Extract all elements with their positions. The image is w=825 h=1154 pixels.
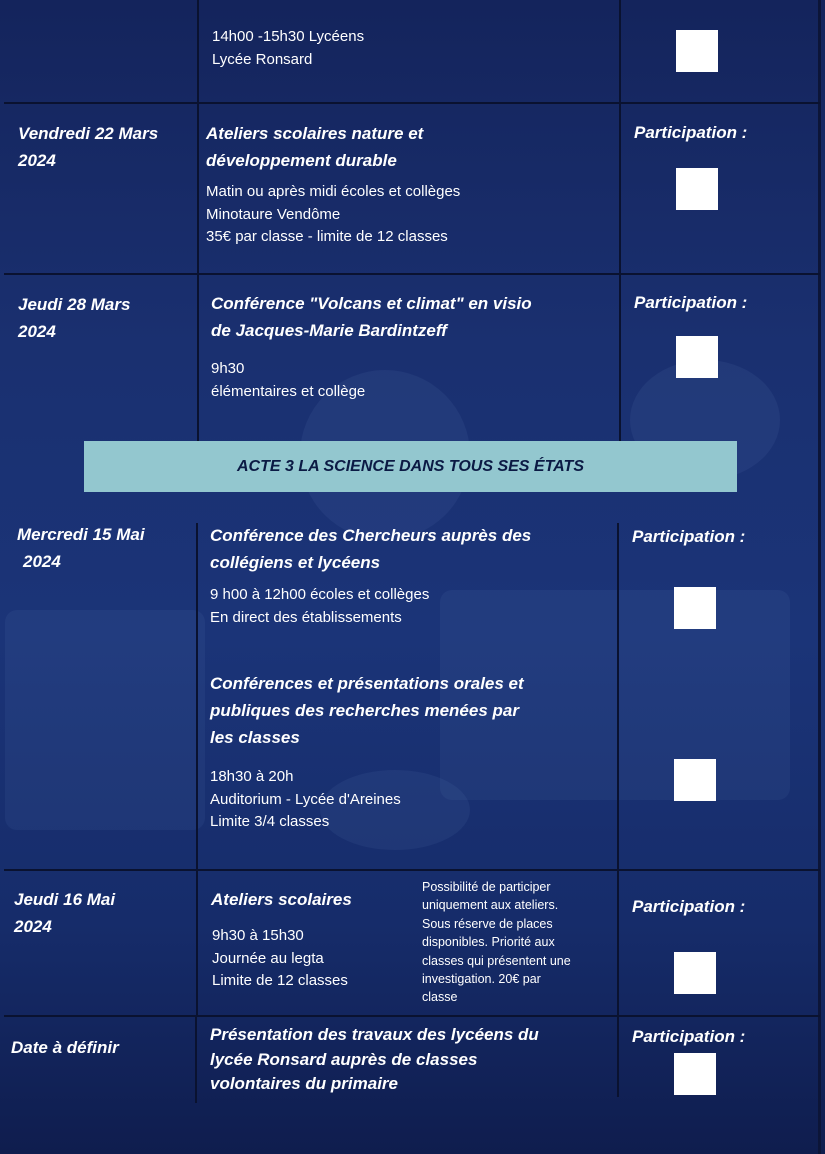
column-divider xyxy=(197,275,199,441)
row-date: Jeudi 16 Mai 2024 xyxy=(14,890,116,936)
row-body: 9h30 à 15h30 Journée au legta Limite de 12 classes xyxy=(212,927,348,989)
participation-checkbox[interactable] xyxy=(674,587,716,629)
page-edge xyxy=(818,0,821,1154)
row-body: 9 h00 à 12h00 écoles et collèges En direct des établissements xyxy=(210,586,430,626)
participation-checkbox[interactable] xyxy=(674,952,716,994)
column-divider xyxy=(619,104,621,273)
participation-checkbox[interactable] xyxy=(676,336,718,378)
row-note: Possibilité de participer uniquement aux ateliers. Sous réserve de places disponibles. Priorité aux classes qui présentent une investigation. 20€ par classe xyxy=(422,880,571,1005)
table-divider xyxy=(4,869,820,871)
row-title: Conférence "Volcans et climat" en visio de Jacques-Marie Bardintzeff xyxy=(211,294,532,340)
table-divider xyxy=(4,1015,820,1017)
participation-checkbox[interactable] xyxy=(674,1053,716,1095)
row-title: Ateliers scolaires xyxy=(211,890,352,909)
participation-label: Participation : xyxy=(634,293,748,312)
row-date: Date à définir xyxy=(11,1038,119,1057)
column-divider xyxy=(195,1017,197,1103)
row-body: 14h00 -15h30 Lycéens Lycée Ronsard xyxy=(212,28,365,68)
column-divider xyxy=(617,1017,619,1097)
participation-label: Participation : xyxy=(632,897,746,916)
participation-checkbox[interactable] xyxy=(676,30,718,72)
section-banner: ACTE 3 LA SCIENCE DANS TOUS SES ÉTATS xyxy=(84,441,737,492)
column-divider xyxy=(619,0,621,102)
column-divider xyxy=(196,871,198,1015)
table-divider xyxy=(4,102,820,104)
row-date: Jeudi 28 Mars 2024 xyxy=(18,295,131,341)
column-divider xyxy=(617,523,619,869)
participation-label: Participation : xyxy=(632,527,746,546)
row-body: 9h30 élémentaires et collège xyxy=(211,360,366,400)
row-date: Mercredi 15 Mai 2024 xyxy=(17,525,145,571)
row-title-secondary: Conférences et présentations orales et publiques des recherches menées par les classes xyxy=(210,674,524,747)
row-body: Matin ou après midi écoles et collèges Minotaure Vendôme 35€ par classe - limite de 12 classes xyxy=(206,183,461,245)
row-title: Conférence des Chercheurs auprès des collégiens et lycéens xyxy=(210,526,532,572)
row-date: Vendredi 22 Mars 2024 xyxy=(18,124,159,170)
participation-checkbox[interactable] xyxy=(676,168,718,210)
column-divider xyxy=(196,523,198,869)
column-divider xyxy=(197,0,199,102)
participation-label: Participation : xyxy=(634,123,748,142)
participation-checkbox[interactable] xyxy=(674,759,716,801)
table-divider xyxy=(4,273,820,275)
column-divider xyxy=(619,275,621,441)
row-body-secondary: 18h30 à 20h Auditorium - Lycée d'Areines Limite 3/4 classes xyxy=(210,768,401,830)
background-decoration xyxy=(5,610,205,830)
row-title: Présentation des travaux des lycéens du lycée Ronsard auprès de classes volontaires du primaire xyxy=(210,1025,539,1093)
column-divider xyxy=(617,871,619,1015)
column-divider xyxy=(197,104,199,273)
participation-label: Participation : xyxy=(632,1027,746,1046)
row-title: Ateliers scolaires nature et développement durable xyxy=(206,124,424,170)
